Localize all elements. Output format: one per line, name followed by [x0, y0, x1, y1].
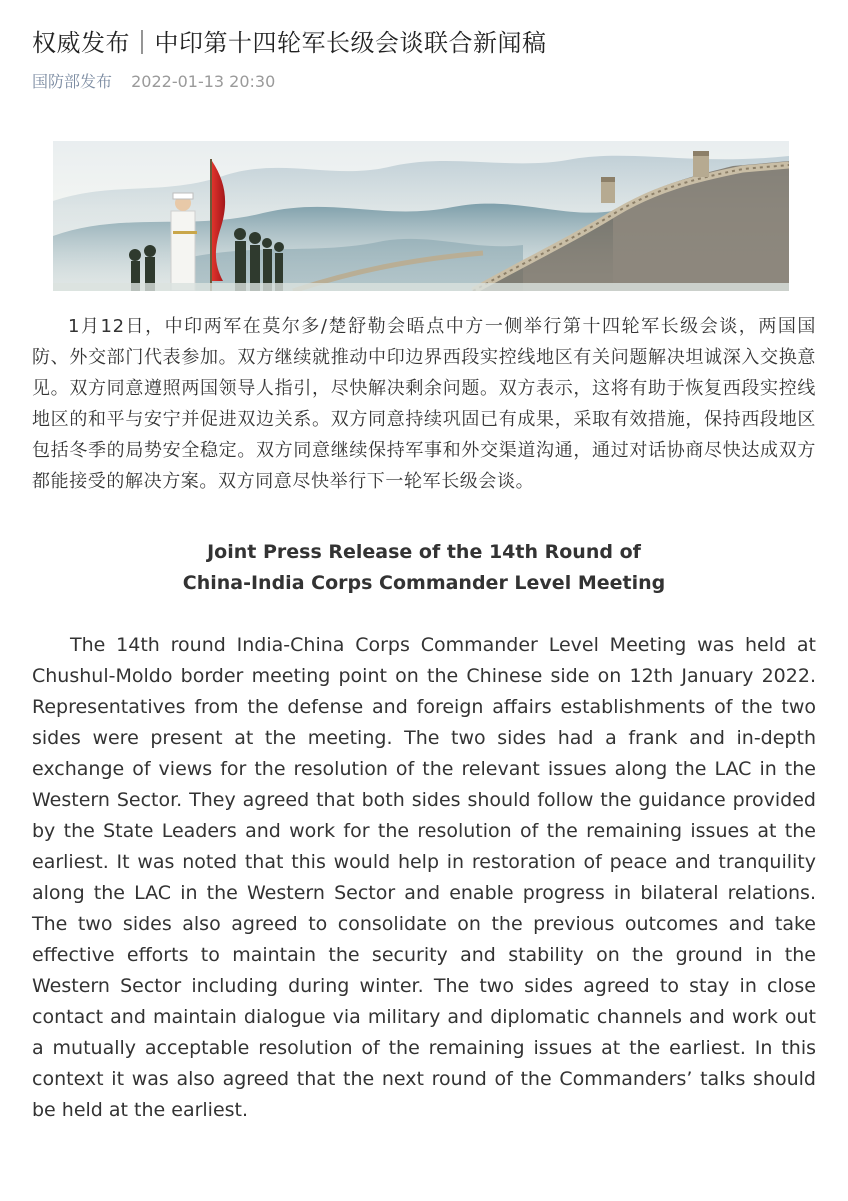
english-title [32, 537, 816, 599]
article-meta [32, 70, 816, 94]
english-title-line-1: Joint Press Release of the 14th Round of [207, 541, 641, 563]
honor-guard-great-wall-banner-icon [53, 141, 789, 291]
source-link[interactable]: 国防部发布 [32, 72, 113, 91]
publish-datetime: 2022-01-13 20:30 [131, 72, 276, 91]
banner-image [53, 141, 789, 291]
article-title: 权威发布｜中印第十四轮军长级会谈联合新闻稿 [32, 29, 547, 57]
english-title-line-2: China-India Corps Commander Level Meeting [182, 572, 666, 594]
english-paragraph: The 14th round India-China Corps Commander Level Meeting was held at Chushul-Moldo border meeting point on the Chinese side on 12th January 2022. Representatives from the defense and foreign affairs establishments of the two sides were present at the meeting. The two sides had a frank and in-depth exchange of views for the resolution of the relevant issues along the LAC in the Western Sector. They agreed that both sides should follow the guidance provided by the State Leaders and work for the resolution of the remaining issues at the earliest. It was noted that this would help in restoration of peace and tranquility along the LAC in the Western Sector and enable progress in bilateral relations. The two sides also agreed to consolidate on the previous outcomes and take effective efforts to maintain the security and stability on the ground in the Western Sector including during winter. The two sides agreed to stay in close contact and maintain dialogue via military and diplomatic channels and work out a mutually acceptable resolution of the remaining issues at the earliest. In this context it was also agreed that the next round of the Commanders’ talks should be held at the earliest. [32, 634, 816, 1121]
chinese-paragraph: 1月12日，中印两军在莫尔多/楚舒勒会晤点中方一侧举行第十四轮军长级会谈，两国国防、外交部门代表参加。双方继续就推动中印边界西段实控线地区有关问题解决坦诚深入交换意见。双方同意遵照两国领导人指引，尽快解决剩余问题。双方表示，这将有助于恢复西段实控线地区的和平与安宁并促进双边关系。双方同意持续巩固已有成果，采取有效措施，保持西段地区包括冬季的局势安全稳定。双方同意继续保持军事和外交渠道沟通，通过对话协商尽快达成双方都能接受的解决方案。双方同意尽快举行下一轮军长级会谈。 [32, 316, 816, 492]
